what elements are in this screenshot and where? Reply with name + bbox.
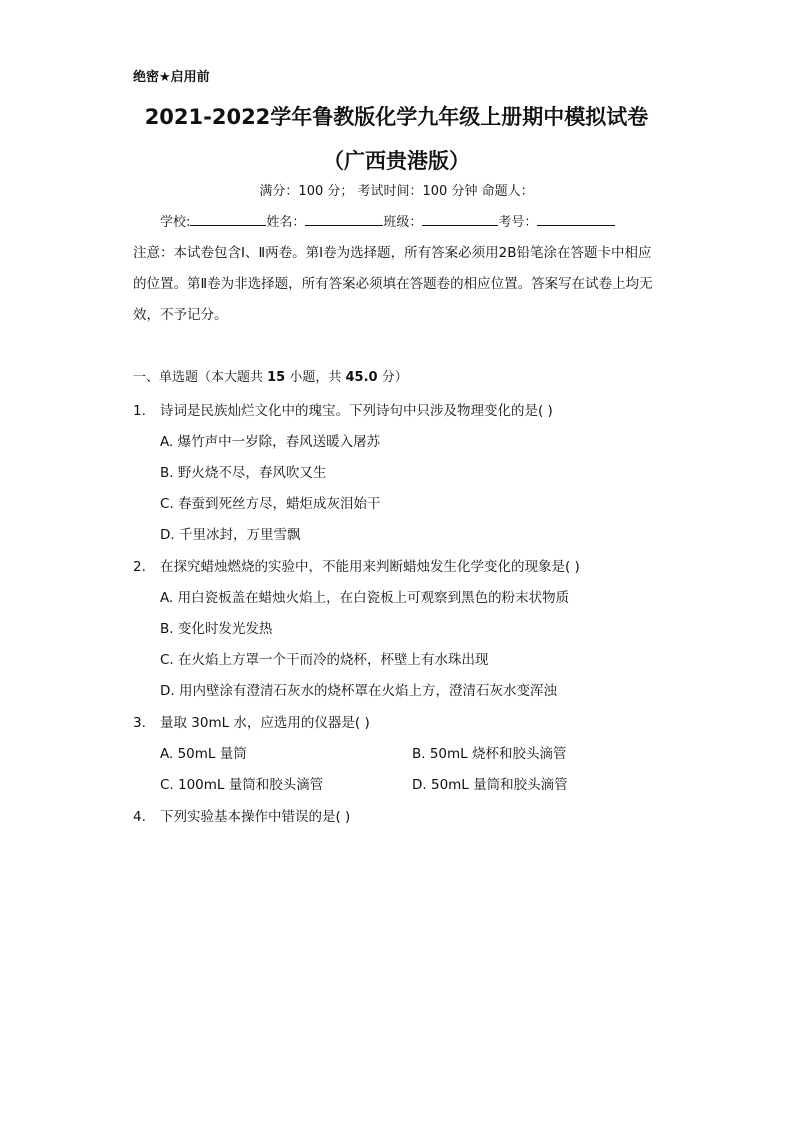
question-number: 2.	[133, 559, 146, 575]
question-stem: 在探究蜡烛燃烧的实验中，不能用来判断蜡烛发生化学变化的现象是( )	[160, 559, 580, 575]
q1-option-c[interactable]: C. 春蚕到死丝方尽，蜡炬成灰泪始干	[160, 496, 381, 512]
name-blank[interactable]	[305, 213, 383, 226]
question-2	[133, 555, 580, 575]
q1-option-b[interactable]: B. 野火烧不尽，春风吹又生	[160, 465, 327, 481]
section-label-prefix: 一、单选题（本大题共	[133, 370, 268, 385]
q3-option-d[interactable]: D. 50mL 量筒和胶头滴管	[412, 777, 568, 793]
section-label-mid: 小题，共	[285, 370, 346, 385]
q2-option-a[interactable]: A. 用白瓷板盖在蜡烛火焰上，在白瓷板上可观察到黑色的粉末状物质	[160, 590, 570, 606]
question-stem: 诗词是民族灿烂文化中的瑰宝。下列诗句中只涉及物理变化的是( )	[160, 403, 553, 419]
q1-option-d[interactable]: D. 千里冰封，万里雪飘	[160, 527, 301, 543]
question-number: 1.	[133, 403, 146, 419]
q2-option-b[interactable]: B. 变化时发光发热	[160, 621, 273, 637]
section-total-score: 45.0	[345, 370, 378, 385]
question-stem: 下列实验基本操作中错误的是( )	[160, 809, 351, 825]
exam-title: 2021-2022学年鲁教版化学九年级上册期中模拟试卷（广西贵港版）	[144, 105, 649, 173]
student-info-fields	[160, 211, 615, 230]
section-label-suffix: 分）	[377, 370, 408, 385]
q3-option-c[interactable]: C. 100mL 量筒和胶头滴管	[160, 777, 324, 793]
q1-option-a[interactable]: A. 爆竹声中一岁除，春风送暖入屠苏	[160, 434, 381, 450]
question-number: 3.	[133, 715, 146, 731]
number-label: 考号：	[498, 215, 538, 230]
school-label: 学校:	[160, 215, 191, 230]
class-label: 班级：	[383, 215, 423, 230]
school-blank[interactable]	[190, 213, 266, 226]
section-heading	[133, 366, 408, 385]
number-blank[interactable]	[537, 213, 615, 226]
question-1	[133, 399, 553, 419]
q3-option-a[interactable]: A. 50mL 量筒	[160, 746, 247, 762]
exam-notice: 注意：本试卷包含Ⅰ、Ⅱ两卷。第Ⅰ卷为选择题，所有答案必须用2B铅笔涂在答题卡中相应的位置。第Ⅱ卷为非选择题，所有答案必须填在答题卷的相应位置。答案写在试卷上均无效，不予记分。	[133, 245, 653, 323]
exam-meta: 满分：100 分； 考试时间：100 分钟 命题人：	[259, 184, 534, 199]
question-number: 4.	[133, 809, 146, 825]
confidential-label: 绝密★启用前	[133, 70, 210, 85]
name-label: 姓名：	[266, 215, 306, 230]
question-stem: 量取 30mL 水，应选用的仪器是( )	[160, 715, 370, 731]
q2-option-d[interactable]: D. 用内壁涂有澄清石灰水的烧杯罩在火焰上方，澄清石灰水变浑浊	[160, 683, 557, 699]
section-question-count: 15	[267, 370, 286, 385]
q2-option-c[interactable]: C. 在火焰上方罩一个干而冷的烧杯，杯壁上有水珠出现	[160, 652, 489, 668]
question-3	[133, 711, 370, 731]
class-blank[interactable]	[422, 213, 498, 226]
question-4	[133, 805, 350, 825]
q3-option-b[interactable]: B. 50mL 烧杯和胶头滴管	[412, 746, 567, 762]
